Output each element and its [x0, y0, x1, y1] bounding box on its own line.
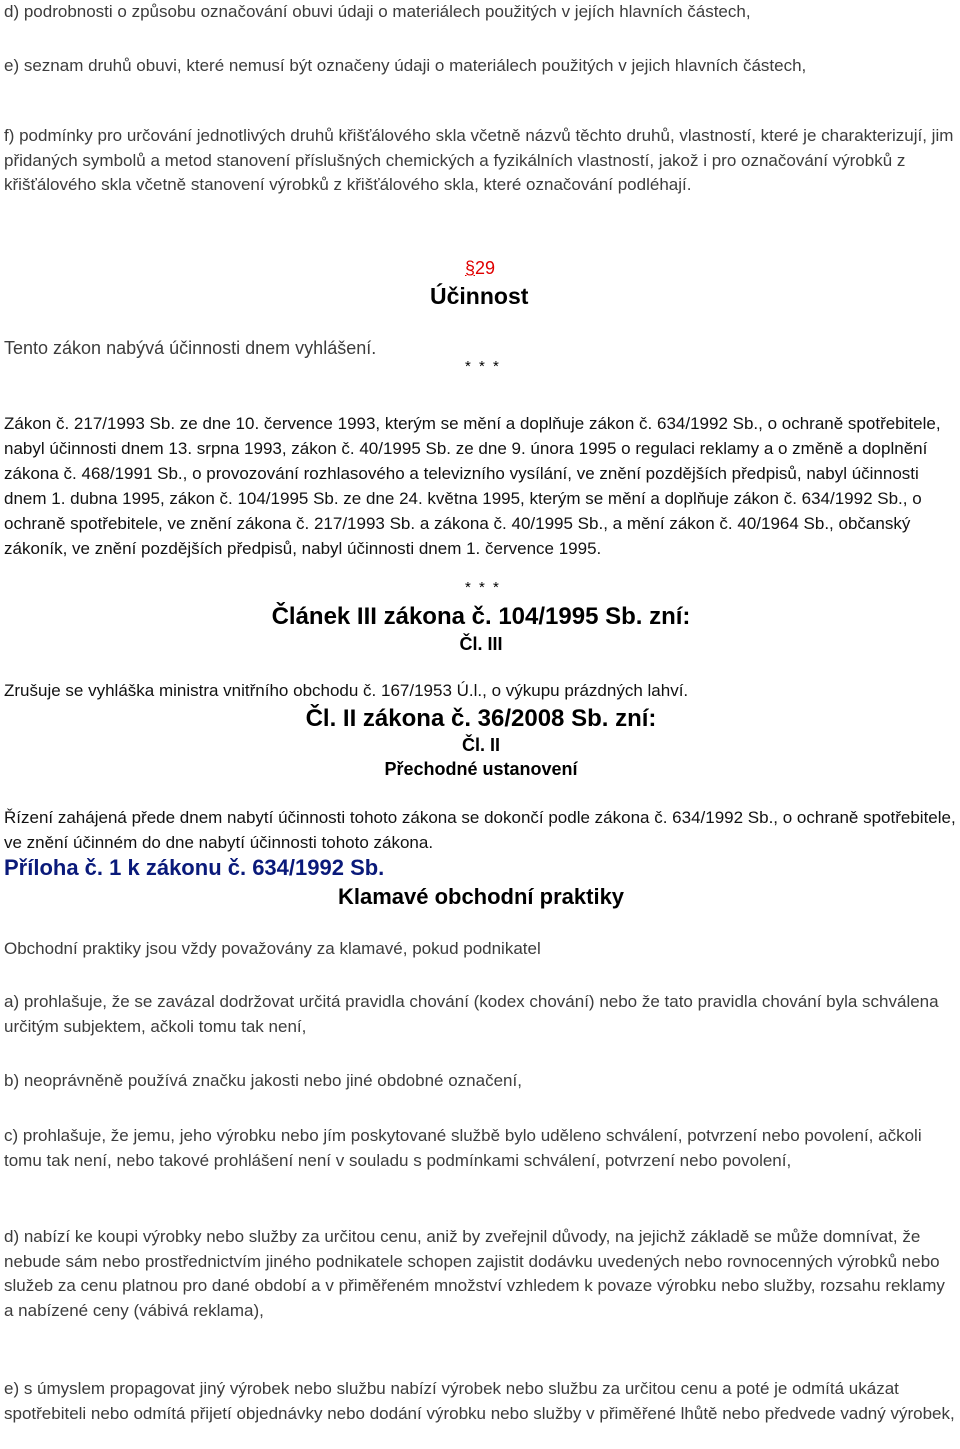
annex-item-c: c) prohlašuje, že jemu, jeho výrobku nebo jím poskytované službě bylo uděleno schválení, potvrzení nebo povolení, ačkoli tomu tak není, nebo takové prohlášení není v souladu s podmínkami schválení, potvrzení nebo povolení,: [4, 1126, 922, 1170]
paragraph-d: d) podrobnosti o způsobu označování obuvi údaji o materiálech použitých v jejích hlavních částech,: [4, 2, 751, 21]
article2-heading: Čl. II zákona č. 36/2008 Sb. zní:: [305, 705, 657, 732]
paragraph-f: f) podmínky pro určování jednotlivých druhů křišťálového skla včetně názvů těchto druhů, vlastností, které je charakterizují, jim přidaných symbolů a metod stanovení příslušných chemických a fyzikálních vlastností, jakož i pro označování výrobků z křišťálového skla včetně stanovení výrobků z křišťálového skla, které označování podléhají.: [4, 126, 954, 194]
annex-intro: Obchodní praktiky jsou vždy považovány za klamavé, pokud podnikatel: [4, 939, 541, 958]
article2-text: Řízení zahájená přede dnem nabytí účinnosti tohoto zákona se dokončí podle zákona č. 634/1992 Sb., o ochraně spotřebitele, ve znění účinném do dne nabytí účinnosti tohoto zákona.: [4, 808, 956, 852]
annex-title: Klamavé obchodní praktiky: [337, 884, 625, 909]
annex-item-a: a) prohlašuje, že se zavázal dodržovat určitá pravidla chování (kodex chování) nebo že tato pravidla chování byla schválena určitým subjektem, ačkoli tomu tak není,: [4, 992, 939, 1036]
section-title: Účinnost: [430, 283, 529, 309]
annex-item-d: d) nabízí ke koupi výrobky nebo služby za určitou cenu, aniž by zveřejnil důvody, na jejichž základě se může domnívat, že nebude sám nebo prostřednictvím jiného podnikatele schopen zajistit dodávku uvedených nebo rovnocenných výrobků nebo služeb za cenu platnou pro dané období a v přiměřeném množství vzhledem k povaze výrobku nebo služby, rozsahu reklamy a nabízené ceny (vábivá reklama),: [4, 1227, 945, 1320]
article2-sub: Čl. II: [461, 735, 500, 755]
article3-sub: Čl. III: [459, 634, 503, 654]
annex-heading: Příloha č. 1 k zákonu č. 634/1992 Sb.: [4, 855, 385, 880]
stars-divider: * * *: [465, 579, 501, 596]
annex-item-b: b) neoprávněně používá značku jakosti nebo jiné obdobné označení,: [4, 1071, 522, 1090]
section-text: Tento zákon nabývá účinnosti dnem vyhlášení.: [4, 338, 377, 358]
article2-title: Přechodné ustanovení: [384, 759, 578, 779]
section-number: [465, 258, 495, 279]
annex-item-e: e) s úmyslem propagovat jiný výrobek nebo službu nabízí výrobek nebo službu za určitou cenu a poté je odmítá ukázat spotřebiteli nebo odmítá přijetí objednávky nebo dodání výrobku nebo služby v přiměřené lhůtě nebo předvede vadný výrobek,: [4, 1379, 955, 1423]
article3-text: Zrušuje se vyhláška ministra vnitřního obchodu č. 167/1953 Ú.l., o výkupu prázdných lahví.: [4, 681, 689, 700]
paragraph-e: e) seznam druhů obuvi, které nemusí být označeny údaji o materiálech použitých v jejich hlavních částech,: [4, 56, 807, 75]
amendment-note: Zákon č. 217/1993 Sb. ze dne 10. července 1993, kterým se mění a doplňuje zákon č. 634/1992 Sb., o ochraně spotřebitele, nabyl účinnosti dnem 13. srpna 1993, zákon č. 40/1995 Sb. ze dne 9. února 1995 o regulaci reklamy a o změně a doplnění zákona č. 468/1991 Sb., o provozování rozhlasového a televizního vysílání, ve znění pozdějších předpisů, nabyl účinnosti dnem 1. dubna 1995, zákon č. 104/1995 Sb. ze dne 24. května 1995, kterým se mění a doplňuje zákon č. 634/1992 Sb., o ochraně spotřebitele, ve znění zákona č. 217/1993 Sb. a zákona č. 40/1995 Sb., a mění zákon č. 40/1964 Sb., občanský zákoník, ve znění pozdějších předpisů, nabyl účinnosti dnem 1. července 1995.: [4, 414, 941, 558]
section-stars: * * *: [465, 358, 501, 375]
article3-heading: Článek III zákona č. 104/1995 Sb. zní:: [271, 603, 691, 630]
section-number-value: 29: [475, 258, 496, 278]
section-sign: §: [465, 258, 476, 278]
